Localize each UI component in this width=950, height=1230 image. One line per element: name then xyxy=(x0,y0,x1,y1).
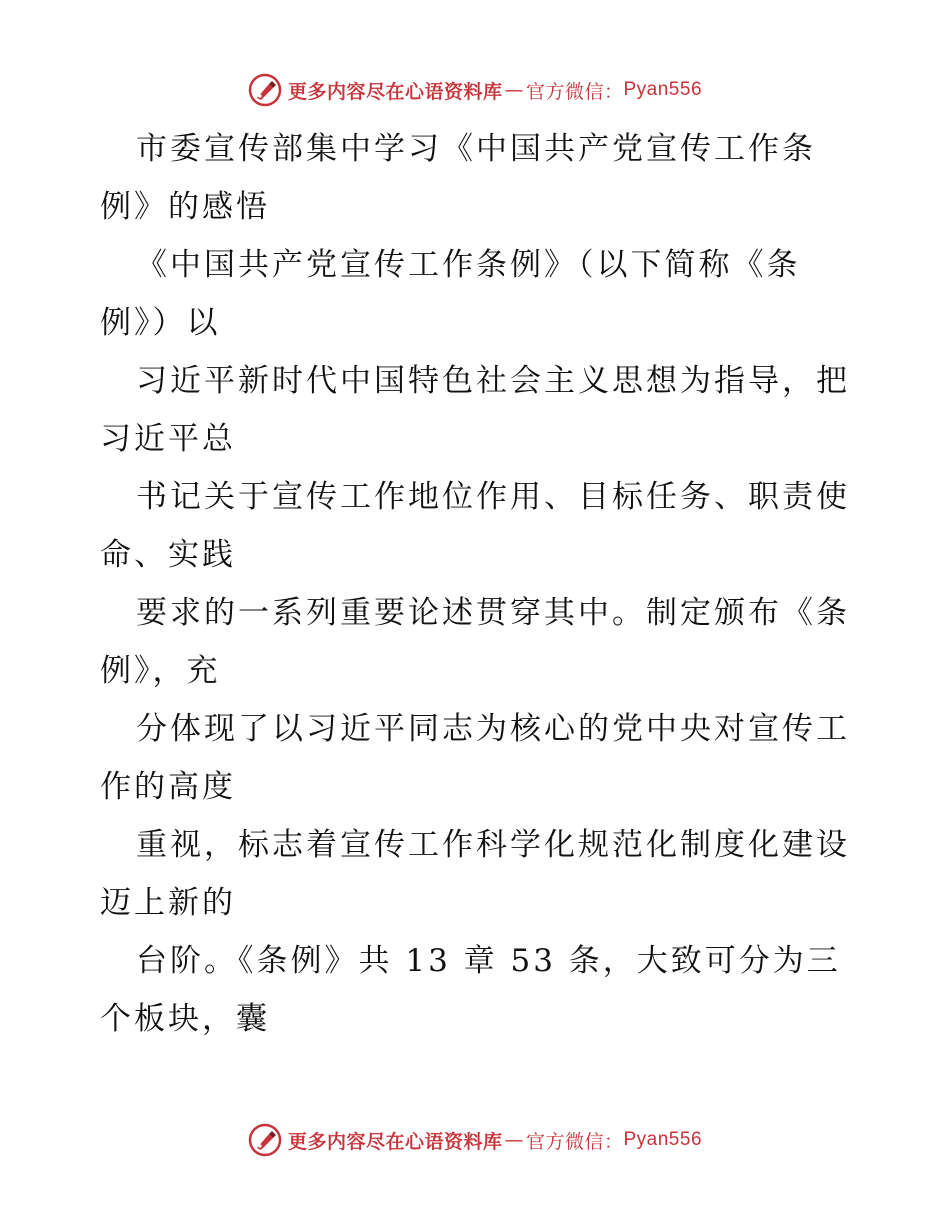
document-body xyxy=(100,120,860,1048)
pen-nib-logo-icon xyxy=(248,73,282,107)
watermark-wechat-id: Pyan556 xyxy=(623,79,703,100)
body-line: 例》的感悟 xyxy=(100,189,270,225)
watermark-label: 官方微信： xyxy=(525,80,624,103)
watermark-main-text: 更多内容尽在心语资料库 xyxy=(287,80,503,103)
watermark-main-text: 更多内容尽在心语资料库 xyxy=(287,1130,503,1153)
body-line: 书记关于宣传工作地位作用、目标任务、职责使 xyxy=(136,479,850,515)
body-line: 台阶。《条例》共 13 章 53 条，大致可分为三 xyxy=(136,943,841,979)
watermark-label: 官方微信： xyxy=(525,1130,624,1153)
body-line: 要求的一系列重要论述贯穿其中。制定颁布《条 xyxy=(136,595,850,631)
body-line: 作的高度 xyxy=(100,769,236,805)
body-line: 重视，标志着宣传工作科学化规范化制度化建设 xyxy=(136,827,850,863)
header-watermark xyxy=(0,70,950,110)
pen-nib-logo-icon xyxy=(248,1123,282,1157)
body-line: 习近平新时代中国特色社会主义思想为指导，把 xyxy=(136,363,850,399)
body-line: 习近平总 xyxy=(100,421,236,457)
body-line: 命、实践 xyxy=(100,537,236,573)
body-line: 例》）以 xyxy=(100,305,221,341)
watermark-wechat-id: Pyan556 xyxy=(623,1129,703,1150)
body-line: 个板块，囊 xyxy=(100,1001,270,1037)
watermark-separator: — xyxy=(504,1129,524,1151)
footer-watermark xyxy=(0,1120,950,1160)
body-line: 市委宣传部集中学习《中国共产党宣传工作条 xyxy=(136,131,816,167)
body-line: 例》，充 xyxy=(100,653,221,689)
watermark-separator: — xyxy=(504,79,524,101)
body-line: 《中国共产党宣传工作条例》（以下简称《条 xyxy=(136,247,801,283)
body-line: 分体现了以习近平同志为核心的党中央对宣传工 xyxy=(136,711,850,747)
body-line: 迈上新的 xyxy=(100,885,236,921)
